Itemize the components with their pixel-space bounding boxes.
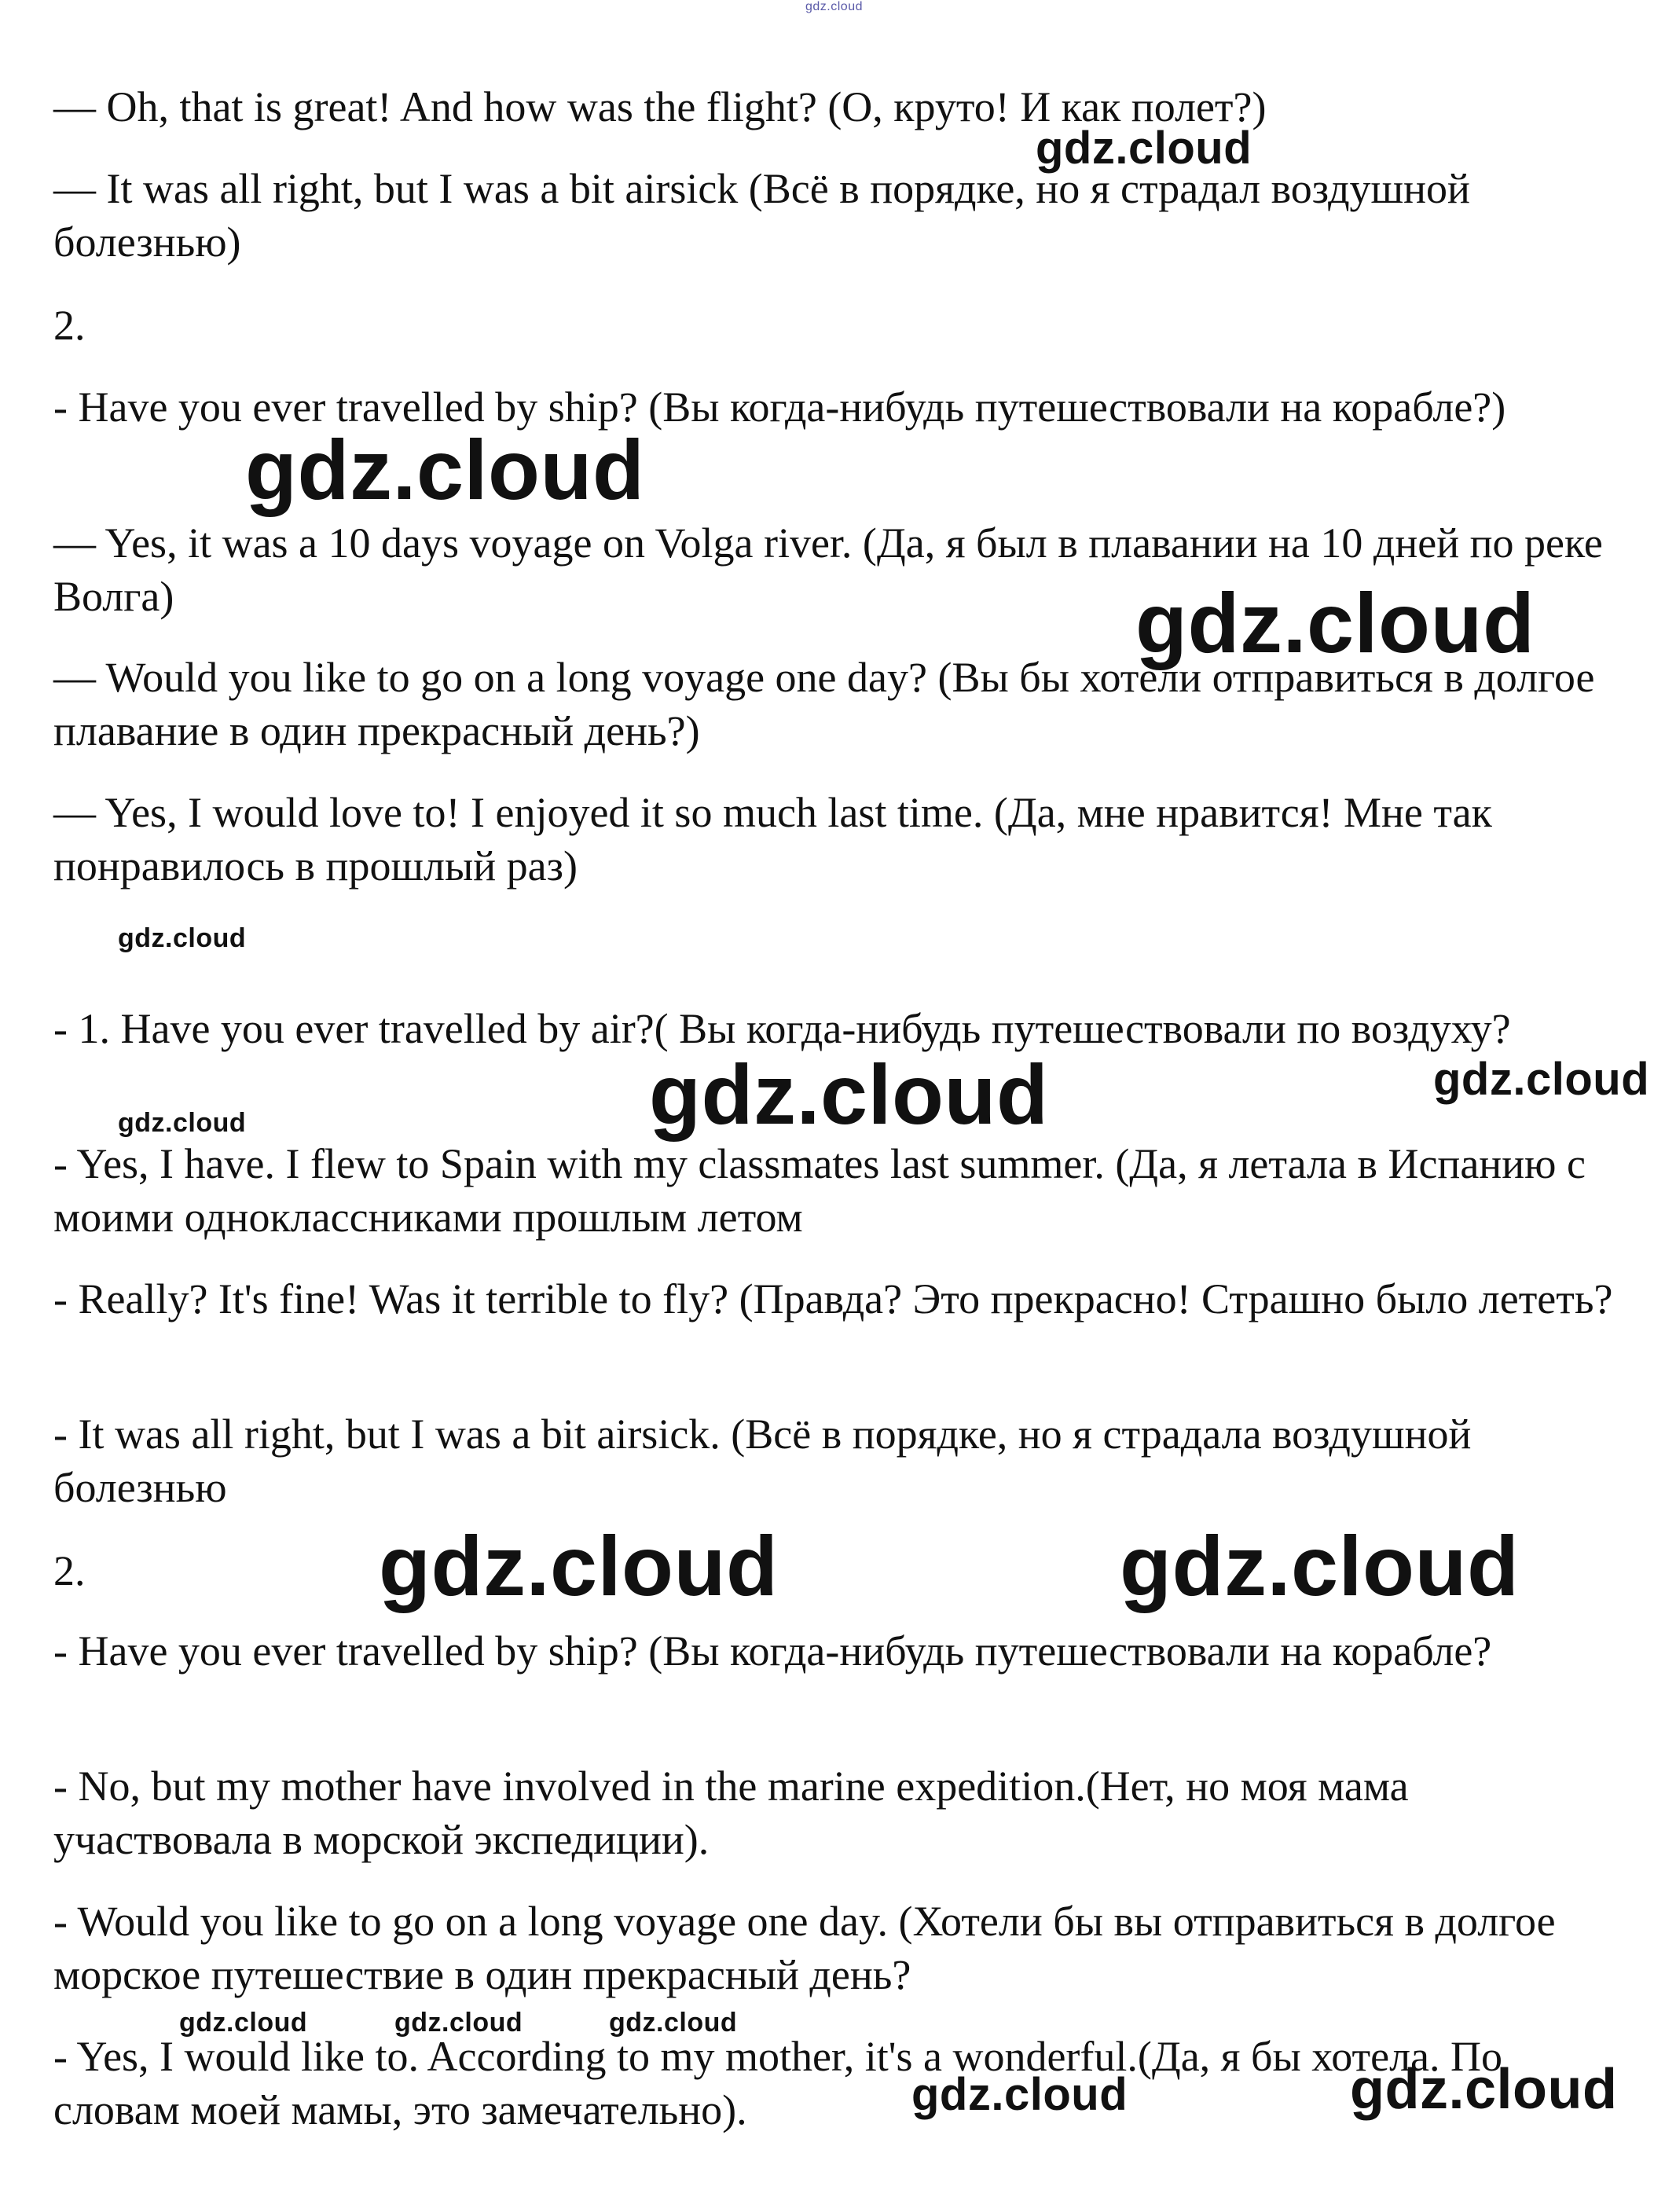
dialogue-line-14: - Yes, I would like to. According to my mother, it's a wonderful.(Да, я бы хотела. По словам моей мамы, это замечательно). [53, 2033, 1502, 2133]
dialogue-line-2: — It was all right, but I was a bit airsick (Всё в порядке, но я страдал воздушной болезнью) [53, 165, 1470, 266]
watermark: gdz.cloud [118, 1108, 247, 1138]
dialogue-line-13: - Would you like to go on a long voyage one day. (Хотели бы вы отправиться в долгое морское путешествие в один прекрасный день? [53, 1898, 1556, 1998]
watermark: gdz.cloud [1433, 1054, 1650, 1105]
dialogue-line-9: - Really? It's fine! Was it terrible to fly? (Правда? Это прекрасно! Страшно было лететь? [53, 1275, 1613, 1322]
watermark: gdz.cloud [609, 2008, 738, 2038]
dialogue-line-5: — Would you like to go on a long voyage one day? (Вы бы хотели отправиться в долгое плавание в один прекрасный день?) [53, 654, 1595, 754]
dialogue-line-12: - No, but my mother have involved in the marine expedition.(Нет, но моя мама участвовала в морской экспедиции). [53, 1763, 1409, 1863]
dialogue-line-7: - 1. Have you ever travelled by air?( Вы когда-нибудь путешествовали по воздуху? [53, 1005, 1511, 1052]
dialogue-line-4: — Yes, it was a 10 days voyage on Volga river. (Да, я был в плавании на 10 дней по реке Волга) [53, 519, 1603, 620]
watermark: gdz.cloud [805, 0, 863, 13]
watermark: gdz.cloud [245, 422, 645, 517]
watermark: gdz.cloud [1036, 123, 1252, 174]
watermark: gdz.cloud [1120, 1518, 1520, 1613]
watermark: gdz.cloud [1350, 2058, 1618, 2121]
watermark: gdz.cloud [394, 2008, 523, 2038]
dialogue-line-11: - Have you ever travelled by ship? (Вы когда-нибудь путешествовали на корабле? [53, 1627, 1492, 1675]
section-number-2: 2. [53, 1547, 86, 1594]
dialogue-line-1: — Oh, that is great! And how was the flight? (О, круто! И как полет?) [53, 83, 1267, 130]
watermark: gdz.cloud [649, 1047, 1049, 1142]
dialogue-line-6: — Yes, I would love to! I enjoyed it so much last time. (Да, мне нравится! Мне так понравилось в прошлый раз) [53, 789, 1492, 890]
watermark: gdz.cloud [179, 2008, 308, 2038]
watermark: gdz.cloud [118, 923, 247, 953]
dialogue-line-10: - It was all right, but I was a bit airsick. (Всё в порядке, но я страдала воздушной болезнью [53, 1410, 1472, 1511]
dialogue-line-3: - Have you ever travelled by ship? (Вы когда-нибудь путешествовали на корабле?) [53, 383, 1506, 431]
watermark: gdz.cloud [1135, 575, 1535, 670]
watermark: gdz.cloud [379, 1518, 779, 1613]
section-number: 2. [53, 302, 86, 349]
dialogue-line-8: - Yes, I have. I flew to Spain with my classmates last summer. (Да, я летала в Испанию с моими одноклассниками прошлым летом [53, 1140, 1586, 1241]
watermark: gdz.cloud [911, 2069, 1128, 2120]
